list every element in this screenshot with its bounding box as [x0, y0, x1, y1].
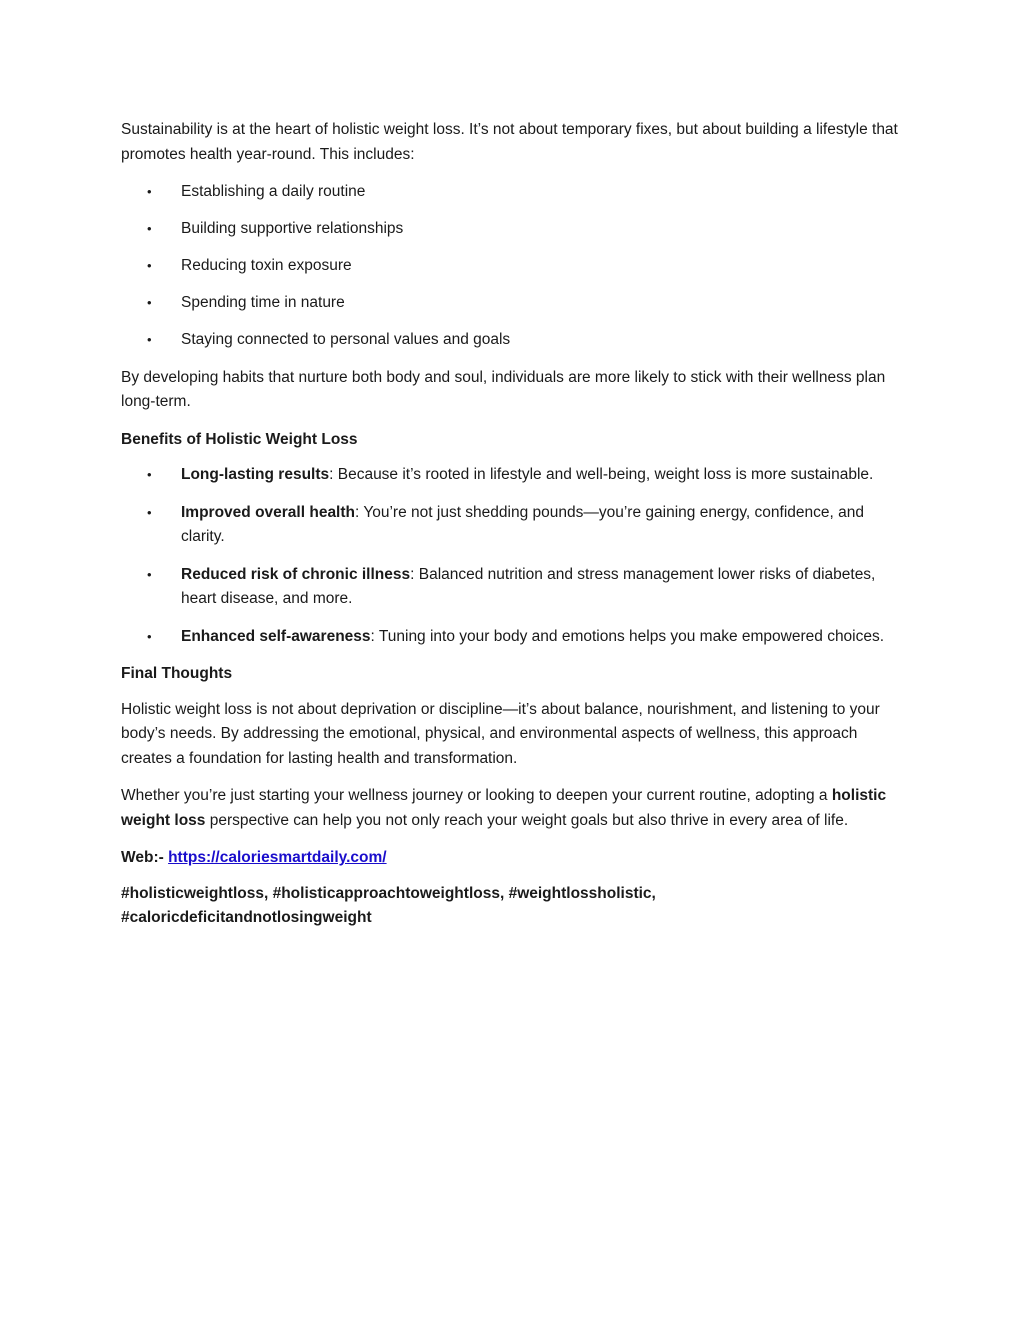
benefit-text: : Tuning into your body and emotions helps you make empowered choices. — [370, 627, 885, 645]
benefit-term: Improved overall health — [181, 503, 355, 521]
list-item: • Building supportive relationships — [121, 217, 906, 242]
bullet-icon: • — [147, 258, 152, 273]
final-heading: Final Thoughts — [121, 665, 233, 682]
benefit-text: : Balanced nutrition and stress management lower risks of diabetes, heart disease, and more. — [181, 565, 876, 607]
benefit-item — [121, 501, 906, 550]
website-link[interactable]: https://caloriesmartdaily.com/ — [168, 849, 387, 866]
bullet-icon: • — [147, 504, 152, 520]
benefit-term: Long-lasting results — [181, 466, 330, 483]
habits-paragraph: By developing habits that nurture both body and soul, individuals are more likely to stick with their wellness plan long-term. — [121, 368, 886, 410]
benefit-term: Enhanced self-awareness — [181, 627, 371, 645]
benefit-item — [121, 463, 906, 488]
intro-paragraph: Sustainability is at the heart of holistic weight loss. It’s not about temporary fixes, but about building a lifestyle that promotes health year-round. This includes: — [121, 121, 898, 163]
list-item: • Reducing toxin exposure — [121, 254, 906, 279]
bullet-icon: • — [147, 332, 152, 347]
benefits-heading: Benefits of Holistic Weight Loss — [121, 430, 358, 448]
web-label: Web:- — [121, 849, 169, 866]
benefit-text: : Because it’s rooted in lifestyle and well-being, weight loss is more sustainable. — [329, 466, 874, 483]
benefit-item — [121, 563, 906, 612]
benefit-item — [121, 625, 906, 650]
emphasis-text: holistic weight loss — [121, 787, 887, 829]
hashtags: #holisticweightloss, #holisticapproachtoweightloss, #weightlossholistic, #caloricdeficitandnotlosingweight — [121, 884, 656, 926]
bullet-icon: • — [147, 184, 152, 199]
list-item: • Spending time in nature — [121, 291, 906, 316]
web-line — [121, 846, 906, 871]
benefit-text: : You’re not just shedding pounds—you’re gaining energy, confidence, and clarity. — [181, 503, 864, 545]
benefits-list — [121, 463, 906, 649]
bullet-icon: • — [147, 628, 152, 644]
bullet-icon: • — [147, 221, 152, 236]
bullet-icon: • — [147, 295, 152, 310]
includes-list — [121, 180, 906, 353]
benefit-term: Reduced risk of chronic illness — [181, 565, 411, 583]
whether-paragraph: Whether you’re just starting your wellness journey or looking to deepen your current routine, adopting a holistic weight loss perspective can help you not only reach your weight goals but also thrive in every area of life. — [121, 787, 887, 829]
final-paragraph: Holistic weight loss is not about deprivation or discipline—it’s about balance, nourishment, and listening to your body’s needs. By addressing the emotional, physical, and environmental aspects of wellness, this approach creates a foundation for lasting health and transformation. — [121, 700, 880, 767]
list-item: • Staying connected to personal values and goals — [121, 328, 906, 353]
bullet-icon: • — [147, 566, 152, 582]
document-page — [121, 118, 906, 931]
bullet-icon: • — [147, 467, 152, 482]
list-item: • Establishing a daily routine — [121, 180, 906, 205]
